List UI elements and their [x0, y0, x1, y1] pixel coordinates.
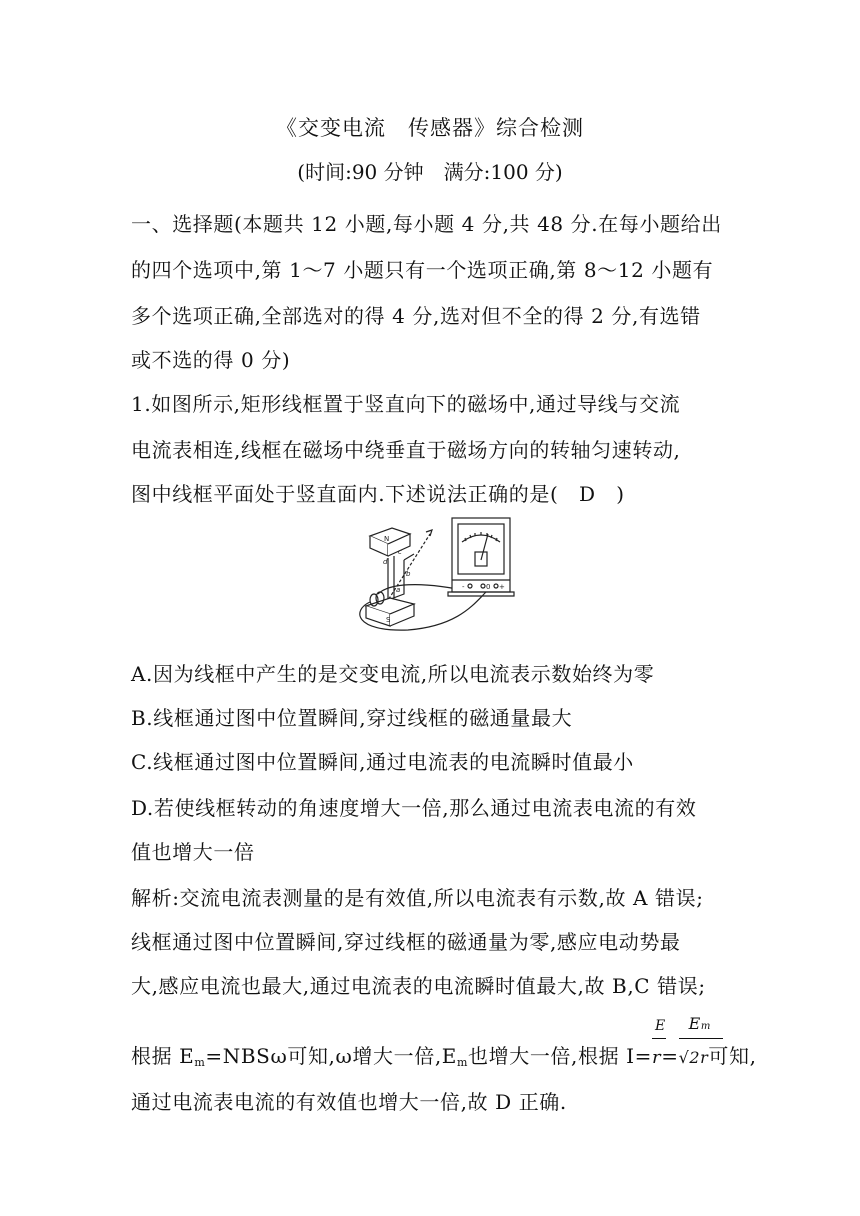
fraction-numerator: E [655, 1018, 666, 1034]
subscript: m [456, 1056, 469, 1069]
document-title: 《交变电流 传感器》综合检测 [276, 116, 584, 140]
fraction-denominator: √2r [678, 1048, 709, 1067]
question-stem-line: 图中线框平面处于竖直面内.下述说法正确的是( D ) [131, 482, 625, 506]
exam-duration-score: (时间:90 分钟 满分:100 分) [297, 160, 563, 184]
option-a: A.因为线框中产生的是交变电流,所以电流表示数始终为零 [131, 662, 655, 686]
question-stem-line: 电流表相连,线框在磁场中绕垂直于磁场方向的转轴匀速转动, [131, 438, 681, 462]
option-d-continued: 值也增大一倍 [131, 840, 255, 864]
subscript: m [194, 1056, 206, 1069]
option-d: D.若使线框转动的角速度增大一倍,那么通过电流表电流的有效 [131, 796, 697, 820]
section-instructions-line: 一、选择题(本题共 12 小题,每小题 4 分,共 48 分.在每小题给出 [131, 212, 722, 236]
option-b: B.线框通过图中位置瞬间,穿过线框的磁通量最大 [131, 706, 573, 730]
formula-text: 根据 E [131, 1044, 195, 1068]
coil-corner-label: b [406, 570, 411, 578]
fraction-em-over-root2r [678, 1014, 711, 1068]
section-instructions-line: 的四个选项中,第 1～7 小题只有一个选项正确,第 8～12 小题有 [131, 258, 714, 282]
formula-text: 可知, [708, 1044, 757, 1068]
fraction-denominator: r [652, 1047, 662, 1068]
generator-ammeter-figure [348, 514, 518, 634]
formula-text: = [661, 1044, 679, 1068]
terminal-label: + [499, 583, 505, 591]
section-instructions-line: 或不选的得 0 分) [131, 348, 291, 372]
analysis-line: 线框通过图中位置瞬间,穿过线框的磁通量为零,感应电动势最 [131, 930, 681, 954]
analysis-line: 解析:交流电流表测量的是有效值,所以电流表有示数,故 A 错误; [131, 886, 704, 910]
formula-text: 也增大一倍,根据 I= [468, 1044, 652, 1068]
option-c: C.线框通过图中位置瞬间,通过电流表的电流瞬时值最小 [131, 750, 634, 774]
terminal-label: 0 [486, 583, 491, 591]
fraction-e-over-r [652, 1018, 666, 1068]
coil-corner-label: c [398, 548, 402, 556]
analysis-conclusion: 通过电流表电流的有效值也增大一倍,故 D 正确. [131, 1090, 567, 1114]
terminal-label: - [462, 583, 465, 591]
formula-text: =NBSω可知,ω增大一倍,E [205, 1044, 457, 1068]
analysis-formula-line [131, 1014, 757, 1069]
coil-corner-label: a [396, 586, 401, 594]
analysis-line: 大,感应电流也最大,通过电流表的电流瞬时值最大,故 B,C 错误; [131, 974, 706, 998]
fraction-numerator: Em [688, 1014, 711, 1033]
coil-corner-label: d [383, 558, 388, 566]
south-pole-label: S [386, 616, 391, 624]
question-stem-line: 1.如图所示,矩形线框置于竖直向下的磁场中,通过导线与交流 [131, 392, 681, 416]
north-pole-label: N [384, 535, 390, 543]
section-instructions-line: 多个选项正确,全部选对的得 4 分,选对但不全的得 2 分,有选错 [131, 304, 701, 328]
